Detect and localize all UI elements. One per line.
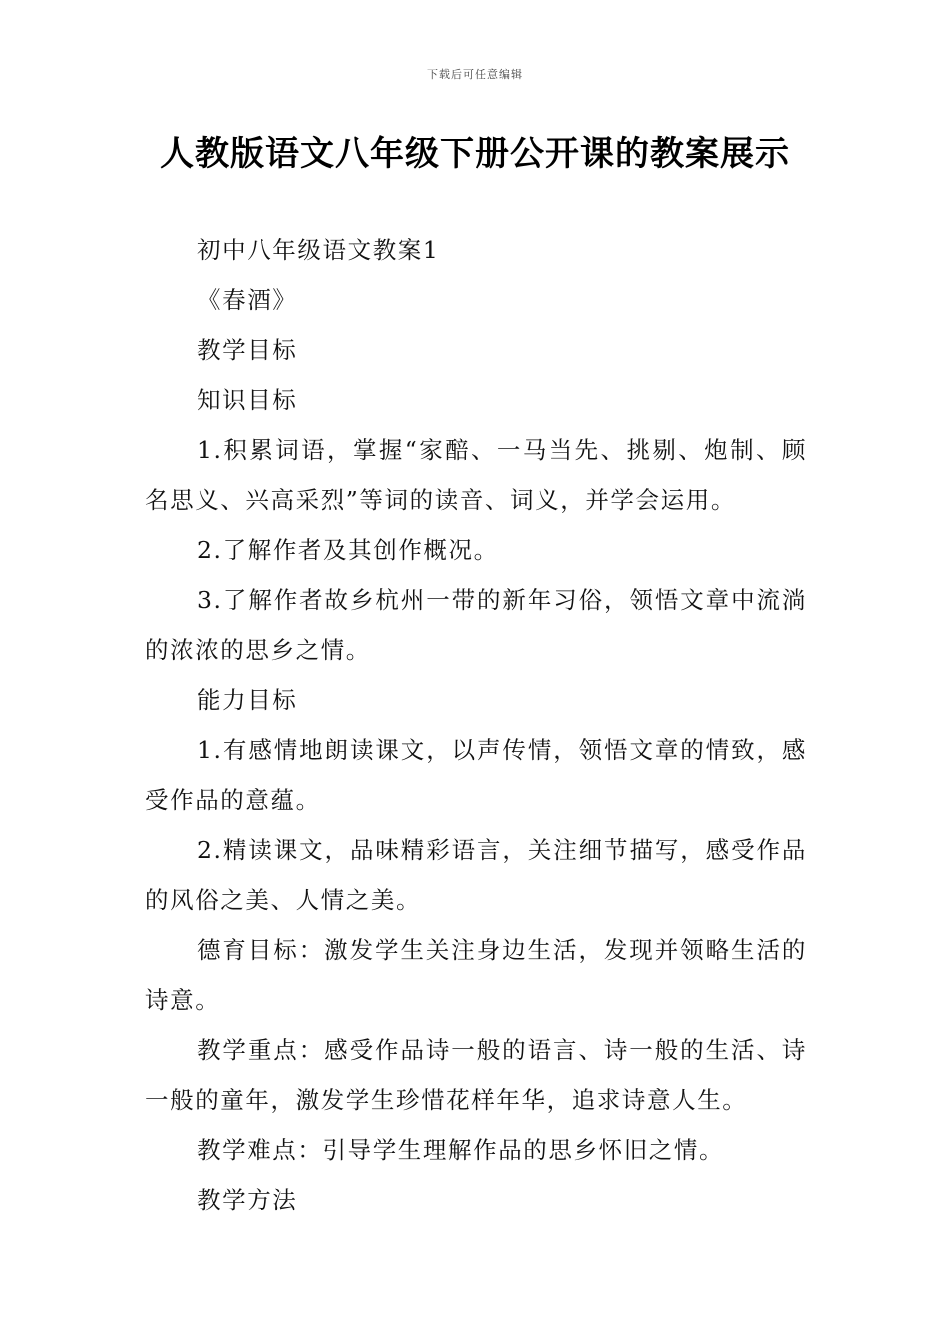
paragraph-teaching-focus: 教学重点：感受作品诗一般的语言、诗一般的生活、诗一般的童年，激发学生珍惜花样年华，追求诗意人生。 <box>145 1036 807 1114</box>
paragraph-text-title: 《春酒》 <box>197 286 298 314</box>
paragraph-ability-item-2: 2.精读课文，品味精彩语言，关注细节描写，感受作品的风俗之美、人情之美。 <box>145 836 807 914</box>
paragraph-ability-goals: 能力目标 <box>197 686 298 714</box>
paragraph-teaching-methods: 教学方法 <box>197 1186 298 1214</box>
paragraph-teaching-difficulty: 教学难点：引导学生理解作品的思乡怀旧之情。 <box>197 1136 725 1164</box>
document-title: 人教版语文八年级下册公开课的教案展示 <box>160 134 790 174</box>
paragraph-ability-item-1: 1.有感情地朗读课文，以声传情，领悟文章的情致，感受作品的意蕴。 <box>145 736 807 814</box>
paragraph-teaching-goals: 教学目标 <box>197 336 298 364</box>
paragraph-knowledge-item-1: 1.积累词语，掌握“家醅、一马当先、挑剔、炮制、顾名思义、兴高采烈”等词的读音、词义，并学会运用。 <box>145 436 807 514</box>
paragraph-knowledge-item-3: 3.了解作者故乡杭州一带的新年习俗，领悟文章中流淌的浓浓的思乡之情。 <box>145 586 807 664</box>
document-body <box>145 225 807 1225</box>
paragraph-lesson-plan-heading: 初中八年级语文教案1 <box>197 236 440 264</box>
paragraph-knowledge-goals: 知识目标 <box>197 386 298 414</box>
page-header-note: 下载后可任意编辑 <box>427 68 523 81</box>
paragraph-moral-goals: 德育目标：激发学生关注身边生活，发现并领略生活的诗意。 <box>145 936 807 1014</box>
paragraph-knowledge-item-2: 2.了解作者及其创作概况。 <box>197 536 499 564</box>
